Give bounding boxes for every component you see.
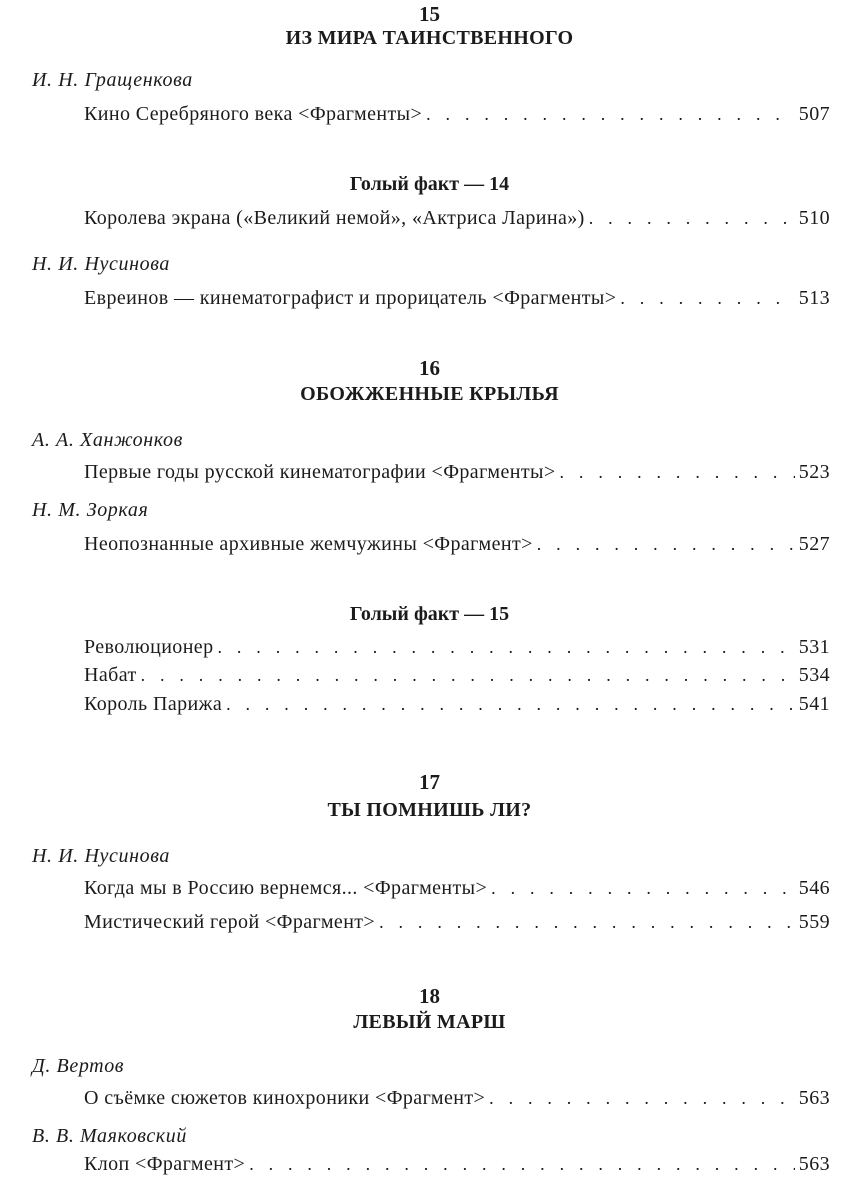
entry-title: Евреинов — кинематографист и прорицатель <Фрагменты> [84,287,617,309]
section-number: 15 [419,2,440,26]
author-name: Н. И. Нусинова [32,253,170,275]
entry-title: Кино Серебряного века <Фрагменты> [84,103,423,125]
section-title: ОБОЖЖЕННЫЕ КРЫЛЬЯ [300,383,559,405]
entry-title: Революционер [84,636,214,658]
entry-title: Королева экрана («Великий немой», «Актриса Ларина») [84,207,585,229]
toc-entry[interactable] [84,694,830,718]
entry-page-number: 541 [798,693,830,715]
section-number: 18 [419,984,440,1008]
entry-title: Первые годы русской кинематографии <Фрагменты> [84,461,556,483]
entry-page-number: 510 [798,207,830,229]
dot-leader [589,209,795,227]
entry-page-number: 534 [798,664,830,686]
dot-leader [249,1155,795,1173]
section-number: 17 [419,770,440,794]
entry-title: Набат [84,664,137,686]
section-title: ЛЕВЫЙ МАРШ [353,1011,506,1033]
section-title: ТЫ ПОМНИШЬ ЛИ? [327,799,532,821]
entry-page-number: 513 [798,287,830,309]
dot-leader [537,535,795,553]
entry-page-number: 531 [798,636,830,658]
entry-page-number: 507 [798,103,830,125]
dot-leader [218,638,795,656]
section-title: ИЗ МИРА ТАИНСТВЕННОГО [285,27,574,49]
entry-title: О съёмке сюжетов кинохроники <Фрагмент> [84,1087,486,1109]
entry-page-number: 563 [798,1153,830,1175]
toc-entry[interactable] [84,637,830,661]
author-name: Н. И. Нусинова [32,845,170,867]
dot-leader [560,463,795,481]
entry-page-number: 546 [798,877,830,899]
toc-entry[interactable] [84,1154,830,1178]
toc-entry[interactable] [84,665,830,689]
dot-leader [379,913,795,931]
dot-leader [489,1089,795,1107]
dot-leader [620,289,794,307]
entry-title: Клоп <Фрагмент> [84,1153,246,1175]
section-number: 16 [419,356,440,380]
dot-leader [141,666,795,684]
dot-leader [226,695,795,713]
dot-leader [491,879,795,897]
author-name: А. А. Ханжонков [32,429,183,451]
entry-title: Неопознанные архивные жемчужины <Фрагмент> [84,533,533,555]
toc-entry[interactable] [84,104,830,128]
entry-page-number: 563 [798,1087,830,1109]
author-name: Д. Вертов [32,1055,125,1077]
toc-entry[interactable] [84,878,830,902]
subsection-title: Голый факт — 15 [349,603,510,625]
subsection-title: Голый факт — 14 [349,173,510,195]
toc-entry[interactable] [84,208,830,232]
dot-leader [426,105,795,123]
author-name: Н. М. Зоркая [32,499,149,521]
entry-page-number: 523 [798,461,830,483]
entry-page-number: 559 [798,911,830,933]
author-name: В. В. Маяковский [32,1125,187,1147]
toc-entry[interactable] [84,462,830,486]
toc-entry[interactable] [84,912,830,936]
toc-entry[interactable] [84,534,830,558]
toc-entry[interactable] [84,288,830,312]
author-name: И. Н. Гращенкова [32,69,193,91]
entry-title: Когда мы в Россию вернемся... <Фрагменты> [84,877,488,899]
entry-title: Мистический герой <Фрагмент> [84,911,376,933]
entry-page-number: 527 [798,533,830,555]
entry-title: Король Парижа [84,693,223,715]
toc-entry[interactable] [84,1088,830,1112]
